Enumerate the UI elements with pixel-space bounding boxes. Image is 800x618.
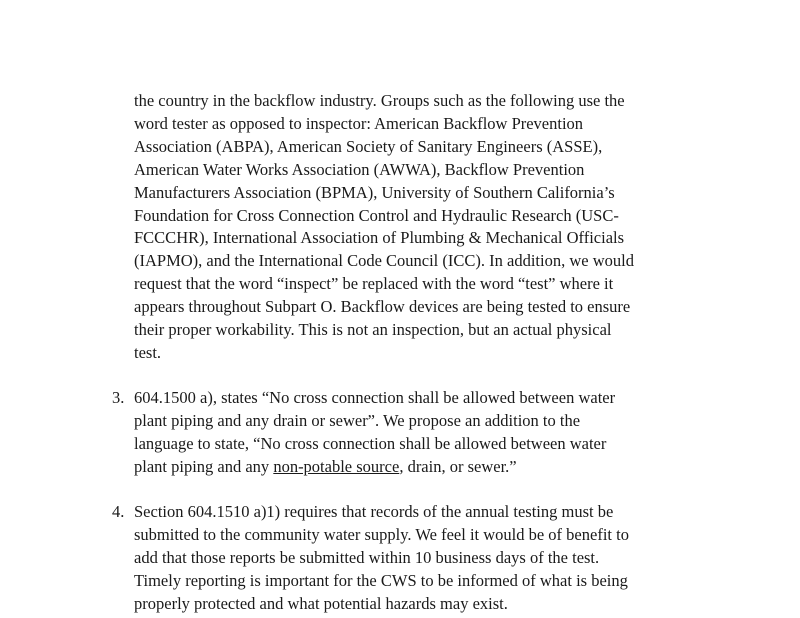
text-line: add that those reports be submitted within 10 business days of the test. <box>134 547 600 567</box>
item-4-number: 4. <box>112 502 125 521</box>
text-line: test. <box>134 342 162 362</box>
text-segment: , drain, or sewer.” <box>399 456 517 476</box>
text-line: FCCCHR), International Association of Plumbing & Mechanical Officials <box>134 228 625 248</box>
text-line: (IAPMO), and the International Code Council (ICC). In addition, we would <box>134 251 634 271</box>
item-3-paragraph <box>134 387 615 479</box>
continuation-paragraph <box>134 90 634 365</box>
text-line: word tester as opposed to inspector: American Backflow Prevention <box>134 113 584 133</box>
item-4-paragraph <box>134 501 629 616</box>
text-line: Foundation for Cross Connection Control and Hydraulic Research (USC- <box>134 205 619 225</box>
text-line: American Water Works Association (AWWA), Backflow Prevention <box>134 159 585 179</box>
text-line: Section 604.1510 a)1) requires that records of the annual testing must be <box>134 502 614 521</box>
text-line: Association (ABPA), American Society of Sanitary Engineers (ASSE), <box>134 136 603 156</box>
text-line: Timely reporting is important for the CWS to be informed of what is being <box>134 570 628 590</box>
text-line: Manufacturers Association (BPMA), University of Southern California’s <box>134 182 615 202</box>
text-line: the country in the backflow industry. Groups such as the following use the <box>134 91 625 110</box>
text-line: submitted to the community water supply. We feel it would be of benefit to <box>134 524 629 544</box>
text-line: properly protected and what potential hazards may exist. <box>134 593 508 613</box>
text-line: appears throughout Subpart O. Backflow devices are being tested to ensure <box>134 297 631 317</box>
text-line: their proper workability. This is not an inspection, but an actual physical <box>134 320 612 340</box>
text-line: plant piping and any drain or sewer”. We propose an addition to the <box>134 410 581 430</box>
text-line: request that the word “inspect” be replaced with the word “test” where it <box>134 274 614 294</box>
text-segment: plant piping and any <box>134 456 274 476</box>
underlined-phrase: non-potable source <box>273 456 400 476</box>
text-line <box>134 456 615 479</box>
text-line: 604.1500 a), states “No cross connection shall be allowed between water <box>134 388 616 407</box>
item-3-number: 3. <box>112 388 125 407</box>
text-line: language to state, “No cross connection shall be allowed between water <box>134 433 607 453</box>
